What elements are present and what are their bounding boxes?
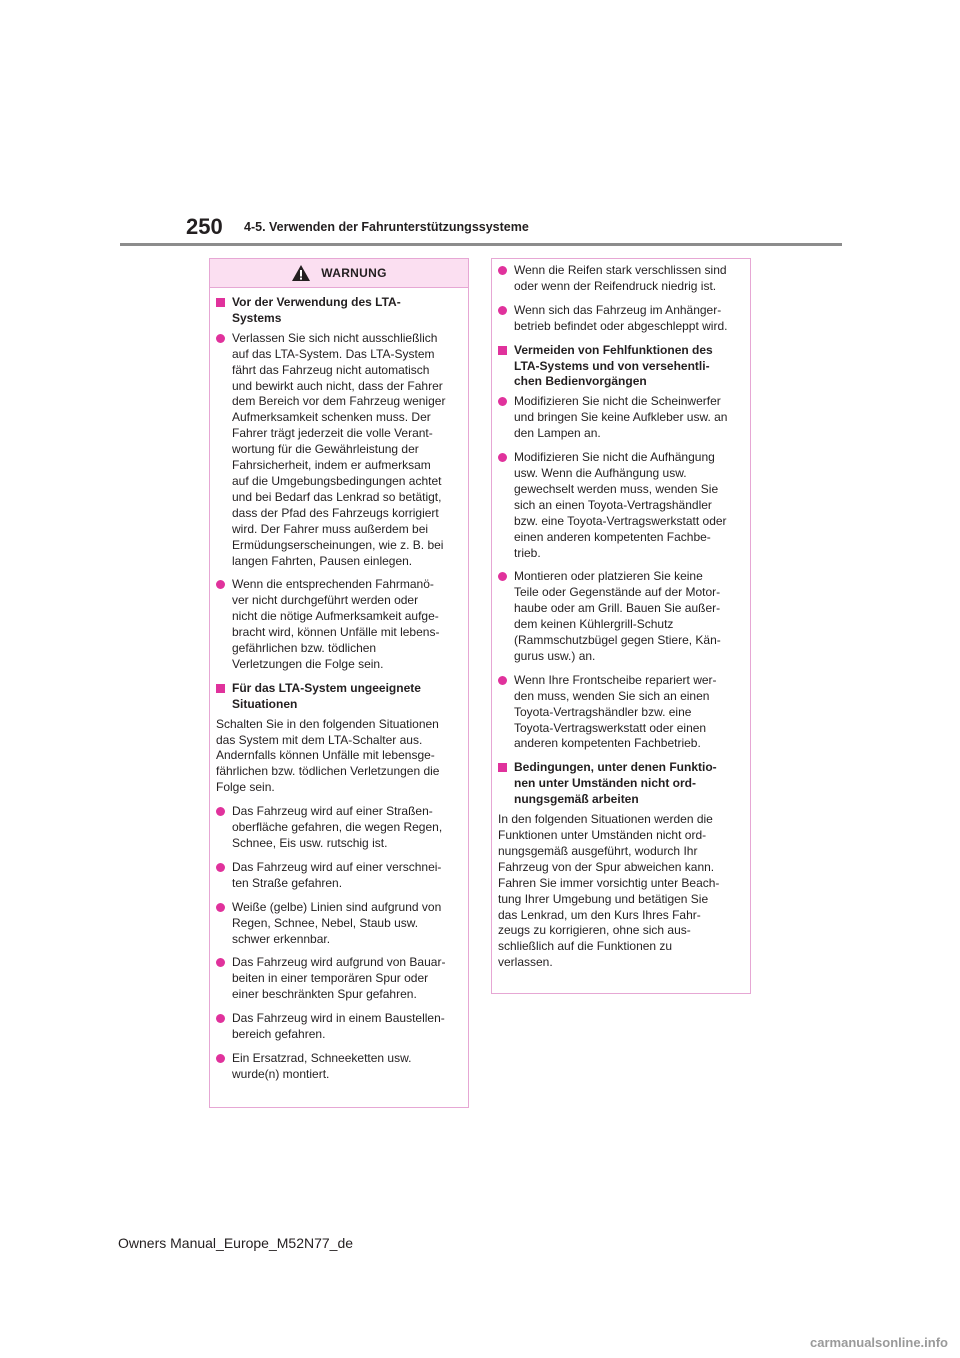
text-line: wird. Der Fahrer muss außerdem bei [232,521,429,536]
bullet-item [216,900,462,948]
text-line: schließlich auf die Funktionen zu [498,939,673,954]
text-line: das Lenkrad, um den Kurs Ihres Fahr- [498,907,701,922]
text-line: anderen kompetenten Fachbetrieb. [514,736,701,751]
bullet-item [216,577,462,672]
warning-header [210,259,468,288]
text-line: Andernfalls können Unfälle mit lebensge- [216,748,435,763]
text-line: Ein Ersatzrad, Schneeketten usw. [232,1050,412,1065]
text-line: Aufmerksamkeit schenken muss. Der [232,410,431,425]
text-line: bracht wird, können Unfälle mit lebens- [232,625,440,640]
round-bullet-icon [216,1054,225,1063]
page-number: 250 [186,214,223,239]
round-bullet-icon [216,807,225,816]
text-line: sich an einen Toyota-Vertragshändler [514,497,712,512]
text-line: haube oder am Grill. Bauen Sie außer- [514,601,721,616]
text-line: oder wenn der Reifendruck niedrig ist. [514,278,717,293]
text-line: ten Straße gefahren. [232,875,343,890]
text-line: und bringen Sie keine Aufkleber usw. an [514,410,728,425]
text-line: usw. Wenn die Aufhängung usw. [514,465,687,480]
text-line: Das Fahrzeug wird in einem Baustellen- [232,1011,445,1026]
bullet-item [216,804,462,852]
text-line: und bewirkt auch nicht, dass der Fahrer [232,378,443,393]
text-line: Montieren oder platzieren Sie keine [514,569,703,584]
section-heading [498,343,744,391]
section-title: 4-5. Verwenden der Fahrunterstützungssysteme [244,220,529,234]
text-line: Schnee, Eis usw. rutschig ist. [232,836,388,850]
text-line: dem Bereich vor dem Fahrzeug weniger [232,394,446,409]
round-bullet-icon [498,266,507,275]
text-line: Modifizieren Sie nicht die Scheinwerfer [514,394,721,409]
text-line: auf das LTA-System. Das LTA-System [232,346,435,361]
right-column-content [492,259,750,971]
text-line: einen anderen kompetenten Fachbe- [514,529,711,544]
warning-triangle-icon [291,264,311,282]
bullet-item [216,860,462,892]
section-heading [216,295,462,327]
text-line: tung Ihrer Umgebung und betätigen Sie [498,891,709,906]
text-line: Für das LTA-System ungeeignete [232,680,421,695]
text-line: den muss, wenden Sie sich an einen [514,688,710,703]
text-line: Wenn die Reifen stark verschlissen sind [514,263,727,277]
text-line: Wenn Ihre Frontscheibe repariert wer- [514,672,717,687]
text-line: zeugs zu korrigieren, ohne sich aus- [498,923,691,938]
text-line: schwer erkennbar. [232,931,331,946]
text-line: fährt das Fahrzeug nicht automatisch [232,362,430,377]
text-line: chen Bedienvorgängen [514,374,647,389]
text-line: bzw. eine Toyota-Vertragswerkstatt oder [514,513,727,528]
square-bullet-icon [216,298,225,307]
text-line: Ermüdungserscheinungen, wie z. B. bei [232,537,444,552]
round-bullet-icon [216,580,225,589]
text-line: einer beschränkten Spur gefahren. [232,987,417,1002]
square-bullet-icon [498,346,507,355]
text-line: verlassen. [498,955,553,970]
text-line: Modifizieren Sie nicht die Aufhängung [514,450,715,465]
watermark: carmanualsonline.info [810,1335,948,1350]
round-bullet-icon [498,397,507,406]
text-line: beiten in einer temporären Spur oder [232,971,429,986]
round-bullet-icon [498,572,507,581]
text-line: dem keinen Kühlergrill-Schutz [514,617,674,632]
paragraph [216,717,462,797]
text-line: Wenn sich das Fahrzeug im Anhänger- [514,302,722,317]
text-line: Bedingungen, unter denen Funktio- [514,760,717,775]
header-rule [120,243,842,246]
square-bullet-icon [498,763,507,772]
round-bullet-icon [216,334,225,343]
text-line: gurus usw.) an. [514,648,596,663]
text-line: Systems [232,310,282,325]
text-line: das System mit dem LTA-Schalter aus. [216,732,423,747]
section-heading [216,681,462,713]
bullet-item [216,1051,462,1083]
round-bullet-icon [498,306,507,315]
text-line: gefährlichen bzw. tödlichen [232,641,377,656]
text-line: Schalten Sie in den folgenden Situationen [216,716,439,731]
text-line: wortung für die Gewährleistung der [232,442,419,457]
text-line: Weiße (gelbe) Linien sind aufgrund von [232,899,442,914]
text-line: Folge sein. [216,780,275,795]
bullet-item [216,331,462,570]
text-line: Situationen [232,696,298,711]
text-line: wurde(n) montiert. [232,1066,330,1081]
text-line: Wenn die entsprechenden Fahrmanö- [232,577,434,592]
bullet-item [498,394,744,442]
text-line: Das Fahrzeug wird auf einer Straßen- [232,804,433,819]
text-line: Fahrsicherheit, indem er aufmerksam [232,458,431,473]
text-line: Verlassen Sie sich nicht ausschließlich [232,330,438,345]
bullet-item [498,569,744,664]
text-line: LTA-Systems und von versehentli- [514,358,710,373]
text-line: Das Fahrzeug wird auf einer verschnei- [232,859,442,874]
text-line: (Rammschutzbügel gegen Stiere, Kän- [514,633,721,648]
square-bullet-icon [216,684,225,693]
round-bullet-icon [216,1014,225,1023]
text-line: dass der Pfad des Fahrzeugs korrigiert [232,505,439,520]
text-line: Fahren Sie immer vorsichtig unter Beach- [498,875,720,890]
warning-box [209,258,469,1108]
round-bullet-icon [498,453,507,462]
text-line: betrieb befindet oder abgeschleppt wird. [514,318,728,333]
text-line: langen Fahrten, Pausen einlegen. [232,553,413,568]
text-line: Das Fahrzeug wird aufgrund von Bauar- [232,955,446,970]
text-line: Fahrzeug von der Spur abweichen kann. [498,859,715,874]
bullet-item [216,955,462,1003]
text-line: gewechselt werden muss, wenden Sie [514,481,719,496]
text-line: und bei Bedarf das Lenkrad so betätigt, [232,489,442,504]
text-line: nungsgemäß ausgeführt, wodurch Ihr [498,843,698,858]
text-line: Vermeiden von Fehlfunktionen des [514,342,713,357]
bullet-item [498,673,744,753]
text-line: bereich gefahren. [232,1027,326,1042]
text-line: Toyota-Vertragswerkstatt oder einen [514,720,707,735]
text-line: Teile oder Gegenstände auf der Motor- [514,585,721,600]
text-line: In den folgenden Situationen werden die [498,812,713,827]
round-bullet-icon [216,958,225,967]
text-line: Fahrer trägt jederzeit die volle Verant- [232,426,433,441]
text-line: Vor der Verwendung des LTA- [232,295,401,309]
warning-box-continued [491,258,751,994]
left-column-content [210,288,468,1083]
text-line: nicht die nötige Aufmerksamkeit aufge- [232,609,439,624]
text-line: Regen, Schnee, Nebel, Staub usw. [232,915,419,930]
footer-manual-name: Owners Manual_Europe_M52N77_de [118,1235,354,1251]
text-line: nen unter Umständen nicht ord- [514,776,697,791]
bullet-item [498,303,744,335]
bullet-item [498,263,744,295]
text-line: auf die Umgebungsbedingungen achtet [232,473,442,488]
round-bullet-icon [216,863,225,872]
warning-title: WARNUNG [321,266,387,280]
text-line: Toyota-Vertragshändler bzw. eine [514,704,692,719]
section-heading [498,760,744,808]
text-line: ver nicht durchgeführt werden oder [232,593,419,608]
text-line: fährlichen bzw. tödlichen Verletzungen die [216,764,440,779]
text-line: Funktionen unter Umständen nicht ord- [498,828,707,842]
text-line: oberfläche gefahren, die wegen Regen, [232,820,443,835]
bullet-item [216,1011,462,1043]
text-line: trieb. [514,545,541,560]
bullet-item [498,450,744,561]
text-line: Verletzungen die Folge sein. [232,656,384,671]
round-bullet-icon [216,903,225,912]
round-bullet-icon [498,676,507,685]
text-line: nungsgemäß arbeiten [514,792,639,807]
text-line: den Lampen an. [514,426,601,441]
paragraph [498,812,744,971]
